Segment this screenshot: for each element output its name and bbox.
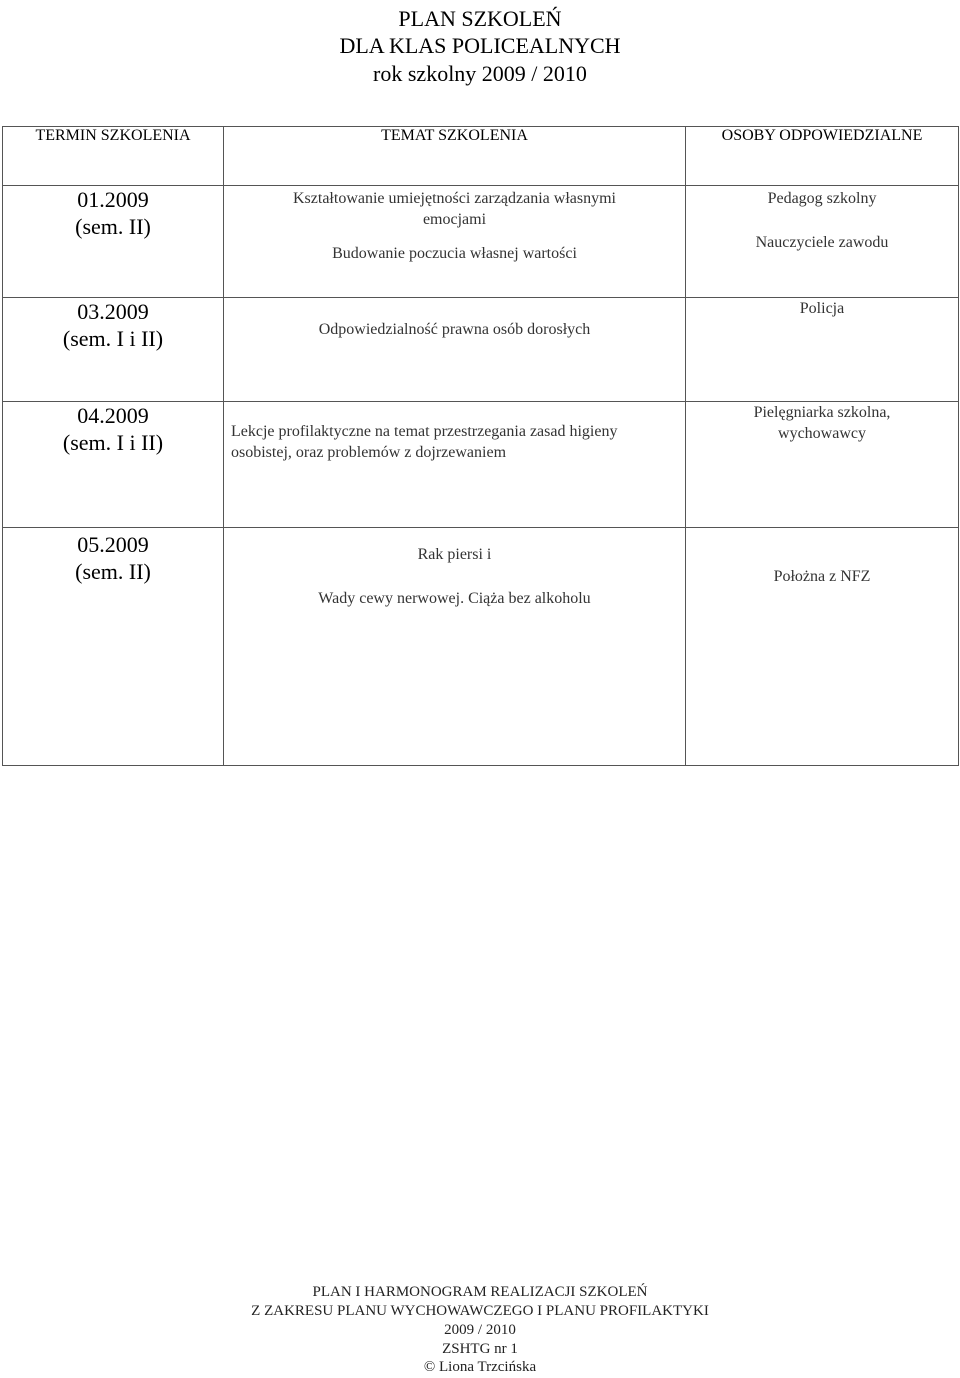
- footer-copyright: © Liona Trzcińska: [423, 1359, 537, 1375]
- person-text: Pedagog szkolny: [767, 190, 877, 207]
- topic-cell: [224, 402, 686, 528]
- topic-text: Lekcje profilaktyczne na temat przestrzegania zasad higieny osobistej, oraz problemów z dojrzewaniem: [231, 423, 618, 461]
- topic-text: Wady cewy nerwowej. Ciąża bez alkoholu: [318, 590, 591, 607]
- persons-cell: [686, 298, 959, 402]
- topic-cell: [224, 298, 686, 402]
- document-subtitle: DLA KLAS POLICEALNYCH: [339, 33, 621, 58]
- topic-cell: [224, 186, 686, 298]
- school-year: rok szkolny 2009 / 2010: [373, 61, 587, 86]
- footer-line: PLAN I HARMONOGRAM REALIZACJI SZKOLEŃ: [312, 1284, 648, 1300]
- term-semester: (sem. II): [75, 214, 151, 239]
- footer-line: ZSHTG nr 1: [442, 1341, 518, 1357]
- term-date: 03.2009: [77, 299, 149, 324]
- table-row: [3, 528, 959, 766]
- table-row: [3, 186, 959, 298]
- column-header-persons: OSOBY ODPOWIEDZIALNE: [686, 127, 959, 186]
- term-cell: [3, 528, 224, 766]
- term-cell: [3, 298, 224, 402]
- term-date: 04.2009: [77, 403, 149, 428]
- term-semester: (sem. II): [75, 559, 151, 584]
- term-semester: (sem. I i II): [62, 430, 164, 455]
- column-header-term: TERMIN SZKOLENIA: [3, 127, 224, 186]
- footer-line: 2009 / 2010: [444, 1322, 516, 1338]
- person-text: Położna z NFZ: [773, 568, 871, 585]
- footer-line: Z ZAKRESU PLANU WYCHOWAWCZEGO I PLANU PROFILAKTYKI: [251, 1303, 709, 1319]
- table-header-row: [3, 127, 959, 186]
- topic-text: Budowanie poczucia własnej wartości: [332, 245, 577, 262]
- person-text: Policja: [799, 300, 845, 317]
- persons-cell: [686, 528, 959, 766]
- persons-cell: [686, 402, 959, 528]
- term-cell: [3, 186, 224, 298]
- persons-cell: [686, 186, 959, 298]
- topic-cell: [224, 528, 686, 766]
- table-row: [3, 298, 959, 402]
- topic-text: Rak piersi i: [417, 546, 492, 563]
- term-cell: [3, 402, 224, 528]
- term-semester: (sem. I i II): [62, 326, 164, 351]
- person-text: Nauczyciele zawodu: [755, 234, 889, 251]
- topic-text: Odpowiedzialność prawna osób dorosłych: [318, 321, 591, 338]
- training-plan-table: [2, 126, 959, 766]
- person-text: Pielęgniarka szkolna, wychowawcy: [753, 404, 891, 442]
- column-header-topic: TEMAT SZKOLENIA: [224, 127, 686, 186]
- document-title: PLAN SZKOLEŃ: [398, 6, 562, 31]
- table-row: [3, 402, 959, 528]
- term-date: 05.2009: [77, 532, 149, 557]
- term-date: 01.2009: [77, 187, 149, 212]
- topic-text: Kształtowanie umiejętności zarządzania własnymi emocjami: [293, 190, 616, 228]
